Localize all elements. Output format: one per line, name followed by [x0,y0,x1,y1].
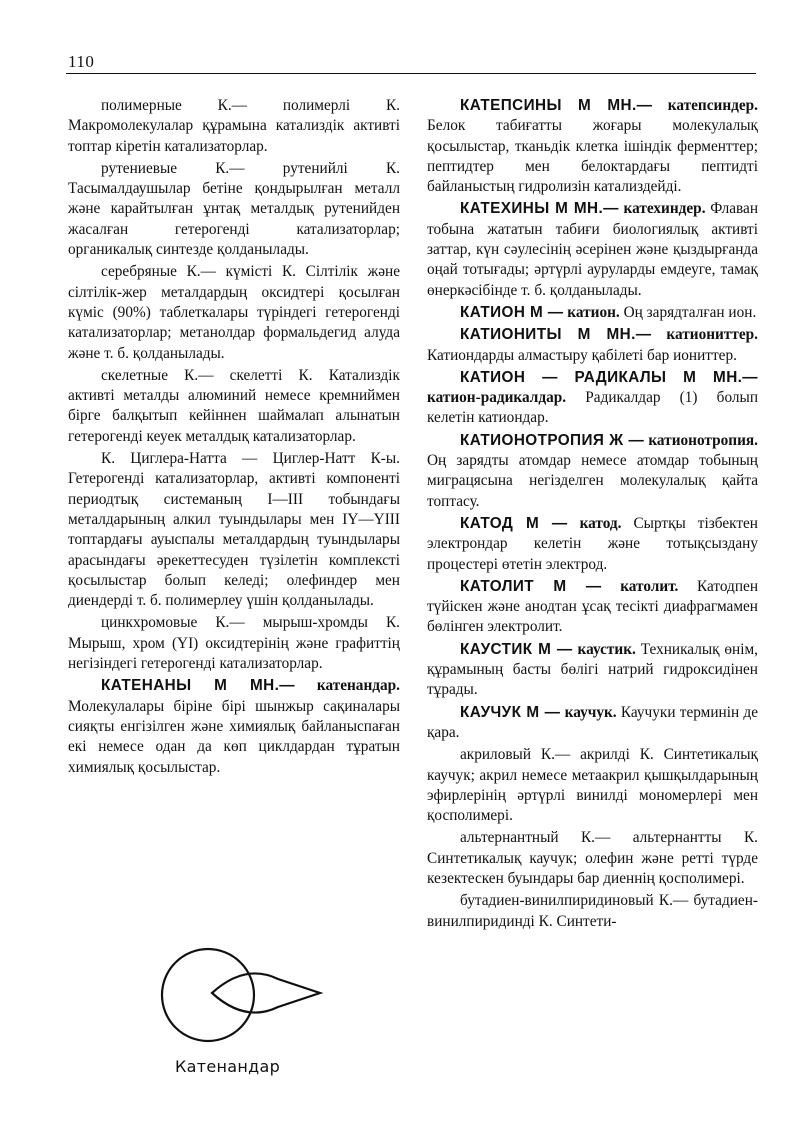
dictionary-entry [427,199,758,300]
entry-headword: КАТОД М — [460,514,568,532]
dictionary-entry [68,159,400,260]
dictionary-entry [68,676,400,777]
entry-definition: Радикалдар (1) болып келетін катиондар. [427,389,758,427]
entry-definition: Сыртқы тізбектен электрондар келетін және тотықсыздану процестері өтетін электрод. [427,514,758,573]
left-column [68,96,400,780]
entry-definition: Белок табиғатты жоғары молекулалық қосылыстар, тканьдік клетка ішіндік ферменттер; пептидтер мен белоктардағы пептидті байланыстың гидролизін катализдейді. [427,117,758,196]
entry-headword: КАТИОН — РАДИКАЛЫ М МН.— [460,368,758,386]
entry-kazakh-term: каучук. [564,703,617,721]
entry-definition: акриловый К.— акрилді К. Синтетикалық каучук; акрил немесе метаакрил қышқылдарының эфирлерінің әртүрлі винилді мономерлері мен қосполимері. [427,746,758,825]
dictionary-entry [68,613,400,674]
dictionary-entry [427,703,758,744]
dictionary-entry [427,891,758,932]
header-rule [66,73,756,74]
entry-definition: Оң зарядталған ион. [623,303,757,321]
entry-kazakh-term: катенандар. [316,677,400,695]
entry-headword: КАТЕНАНЫ М МН.— [101,677,295,695]
dictionary-entry [427,828,758,889]
entry-definition: бутадиен-винилпиридиновый К.— бутадиен-винилпиридинді К. Синтети- [427,892,758,930]
dictionary-entry [68,366,400,447]
dictionary-entry [68,96,400,157]
entry-kazakh-term: катион. [567,303,620,321]
dictionary-entry [427,745,758,826]
dictionary-entry [427,325,758,366]
entry-kazakh-term: каустик. [577,640,636,658]
dictionary-entry [427,431,758,512]
entry-headword: КАТЕПСИНЫ М МН.— [460,97,653,114]
entry-definition: Каучуки терминін де қара. [427,703,758,741]
entry-definition: скелетные К.— скелетті К. Катализдік активті металды алюминий немесе кремниймен бірге балқытып кейіннен шаймалап алынатын гетерогенді кеуек металдық катализаторлар. [68,366,400,445]
entry-headword: КАТЕХИНЫ М МН.— [460,200,619,218]
entry-headword: КАТИОН М — [460,303,564,321]
entry-definition: Катодпен түйіскен және анодтан ұсақ тесікті диафрагмамен бөлінген электролит. [427,577,758,636]
entry-kazakh-term: катиониттер. [666,326,758,344]
catenane-ring-circle [162,949,254,1041]
dictionary-entry [427,577,758,638]
entry-kazakh-term: катепсиндер. [667,97,758,114]
entry-definition: К. Циглера-Натта — Циглер-Натт К-ы. Гетерогенді катализаторлар, активті компоненті периодтық системаның I—III тобындағы металдарының алкил туындылары мен IY—YIII топтардағы ауыспалы металдардың туындылары арасындағы әрекеттесуден түзілетін комплексті қосылыстар болып келеді; олефиндер мен диендерді т. б. полимерлеу үшін қолданылады. [68,450,400,610]
entry-definition: рутениевые К.— рутенийлі К. Тасымалдаушылар бетіне қондырылған металл және карайтылған ұнтақ металдық рутенийден жасалған гетерогенді катализаторлар; органикалық синтезде қолданылады. [68,159,400,259]
entry-definition: альтернантный К.— альтернантты К. Синтетикалық каучук; олефин және ретті түрде кезектескен буындары бар диеннің қосполимері. [427,829,758,887]
entry-headword: КАТОЛИТ М — [460,577,602,595]
entry-kazakh-term: католит. [620,577,679,595]
dictionary-entry [427,640,758,701]
entry-kazakh-term: катехиндер. [623,200,706,218]
entry-definition: Техникалық өнім, құрамының басты бөлігі натрий гидроксидінен тұрады. [427,640,758,699]
entry-definition: Оң зарядты атомдар немесе атомдар тобының миграцясына негізделген молекулалық қайта топтасу. [427,452,758,510]
entry-definition: Флаван тобына жататын табиғи биологиялық активті заттар, күн сәулесінің әсерінен және қыздырғанда оңай тотығады; әртүрлі ауруларды емдеуге, тамақ өнеркәсібінде т. б. қолданылады. [427,200,759,299]
catenane-figure [150,935,330,1045]
entry-kazakh-term: катион-радикалдар. [427,389,567,407]
entry-definition: Молекулалары біріне бірі шынжыр сақиналары сияқты енгізілген және химиялық байланыспаған екі немесе одан да көп циклдардан тұратын химиялық қосылыстар. [68,697,400,776]
dictionary-entry [427,368,758,429]
entry-kazakh-term: катионотропия. [648,431,758,449]
entry-headword: КАТИОНИТЫ М МН.— [460,326,652,344]
dictionary-entry [427,303,758,323]
catenane-ring-diamond [212,973,320,1012]
dictionary-entry [427,96,758,197]
entry-definition: серебряные К.— күмісті К. Сілтілік және сілтілік-жер металдардың оксидтері қосылған күміс (90%) таблеткалары түріндегі гетерогенді катализаторлар; метанолдар формальдегид алуда және т. б. қолданылады. [68,263,400,362]
entry-definition: Катиондарды алмастыру қабілеті бар иониттер. [427,346,737,364]
entry-definition: цинкхромовые К.— мырыш-хромды К. Мырыш, хром (YI) оксидтерінің және графиттің негізіндегі гетерогенді катализаторлар. [68,614,400,673]
page-number: 110 [68,52,95,71]
dictionary-entry [68,262,400,363]
entry-definition: полимерные К.— полимерлі К. Макромолекулалар құрамына катализдік активті топтар кіретін катализаторлар. [68,97,400,155]
figure-caption: Катенандар [175,1057,281,1076]
right-column [427,96,758,934]
dictionary-entry [68,449,400,611]
entry-headword: КАТИОНОТРОПИЯ Ж — [460,431,645,449]
entry-kazakh-term: катод. [579,514,622,532]
entry-headword: КАУСТИК М — [460,640,573,658]
entry-headword: КАУЧУК М — [460,703,561,721]
dictionary-entry [427,514,758,575]
